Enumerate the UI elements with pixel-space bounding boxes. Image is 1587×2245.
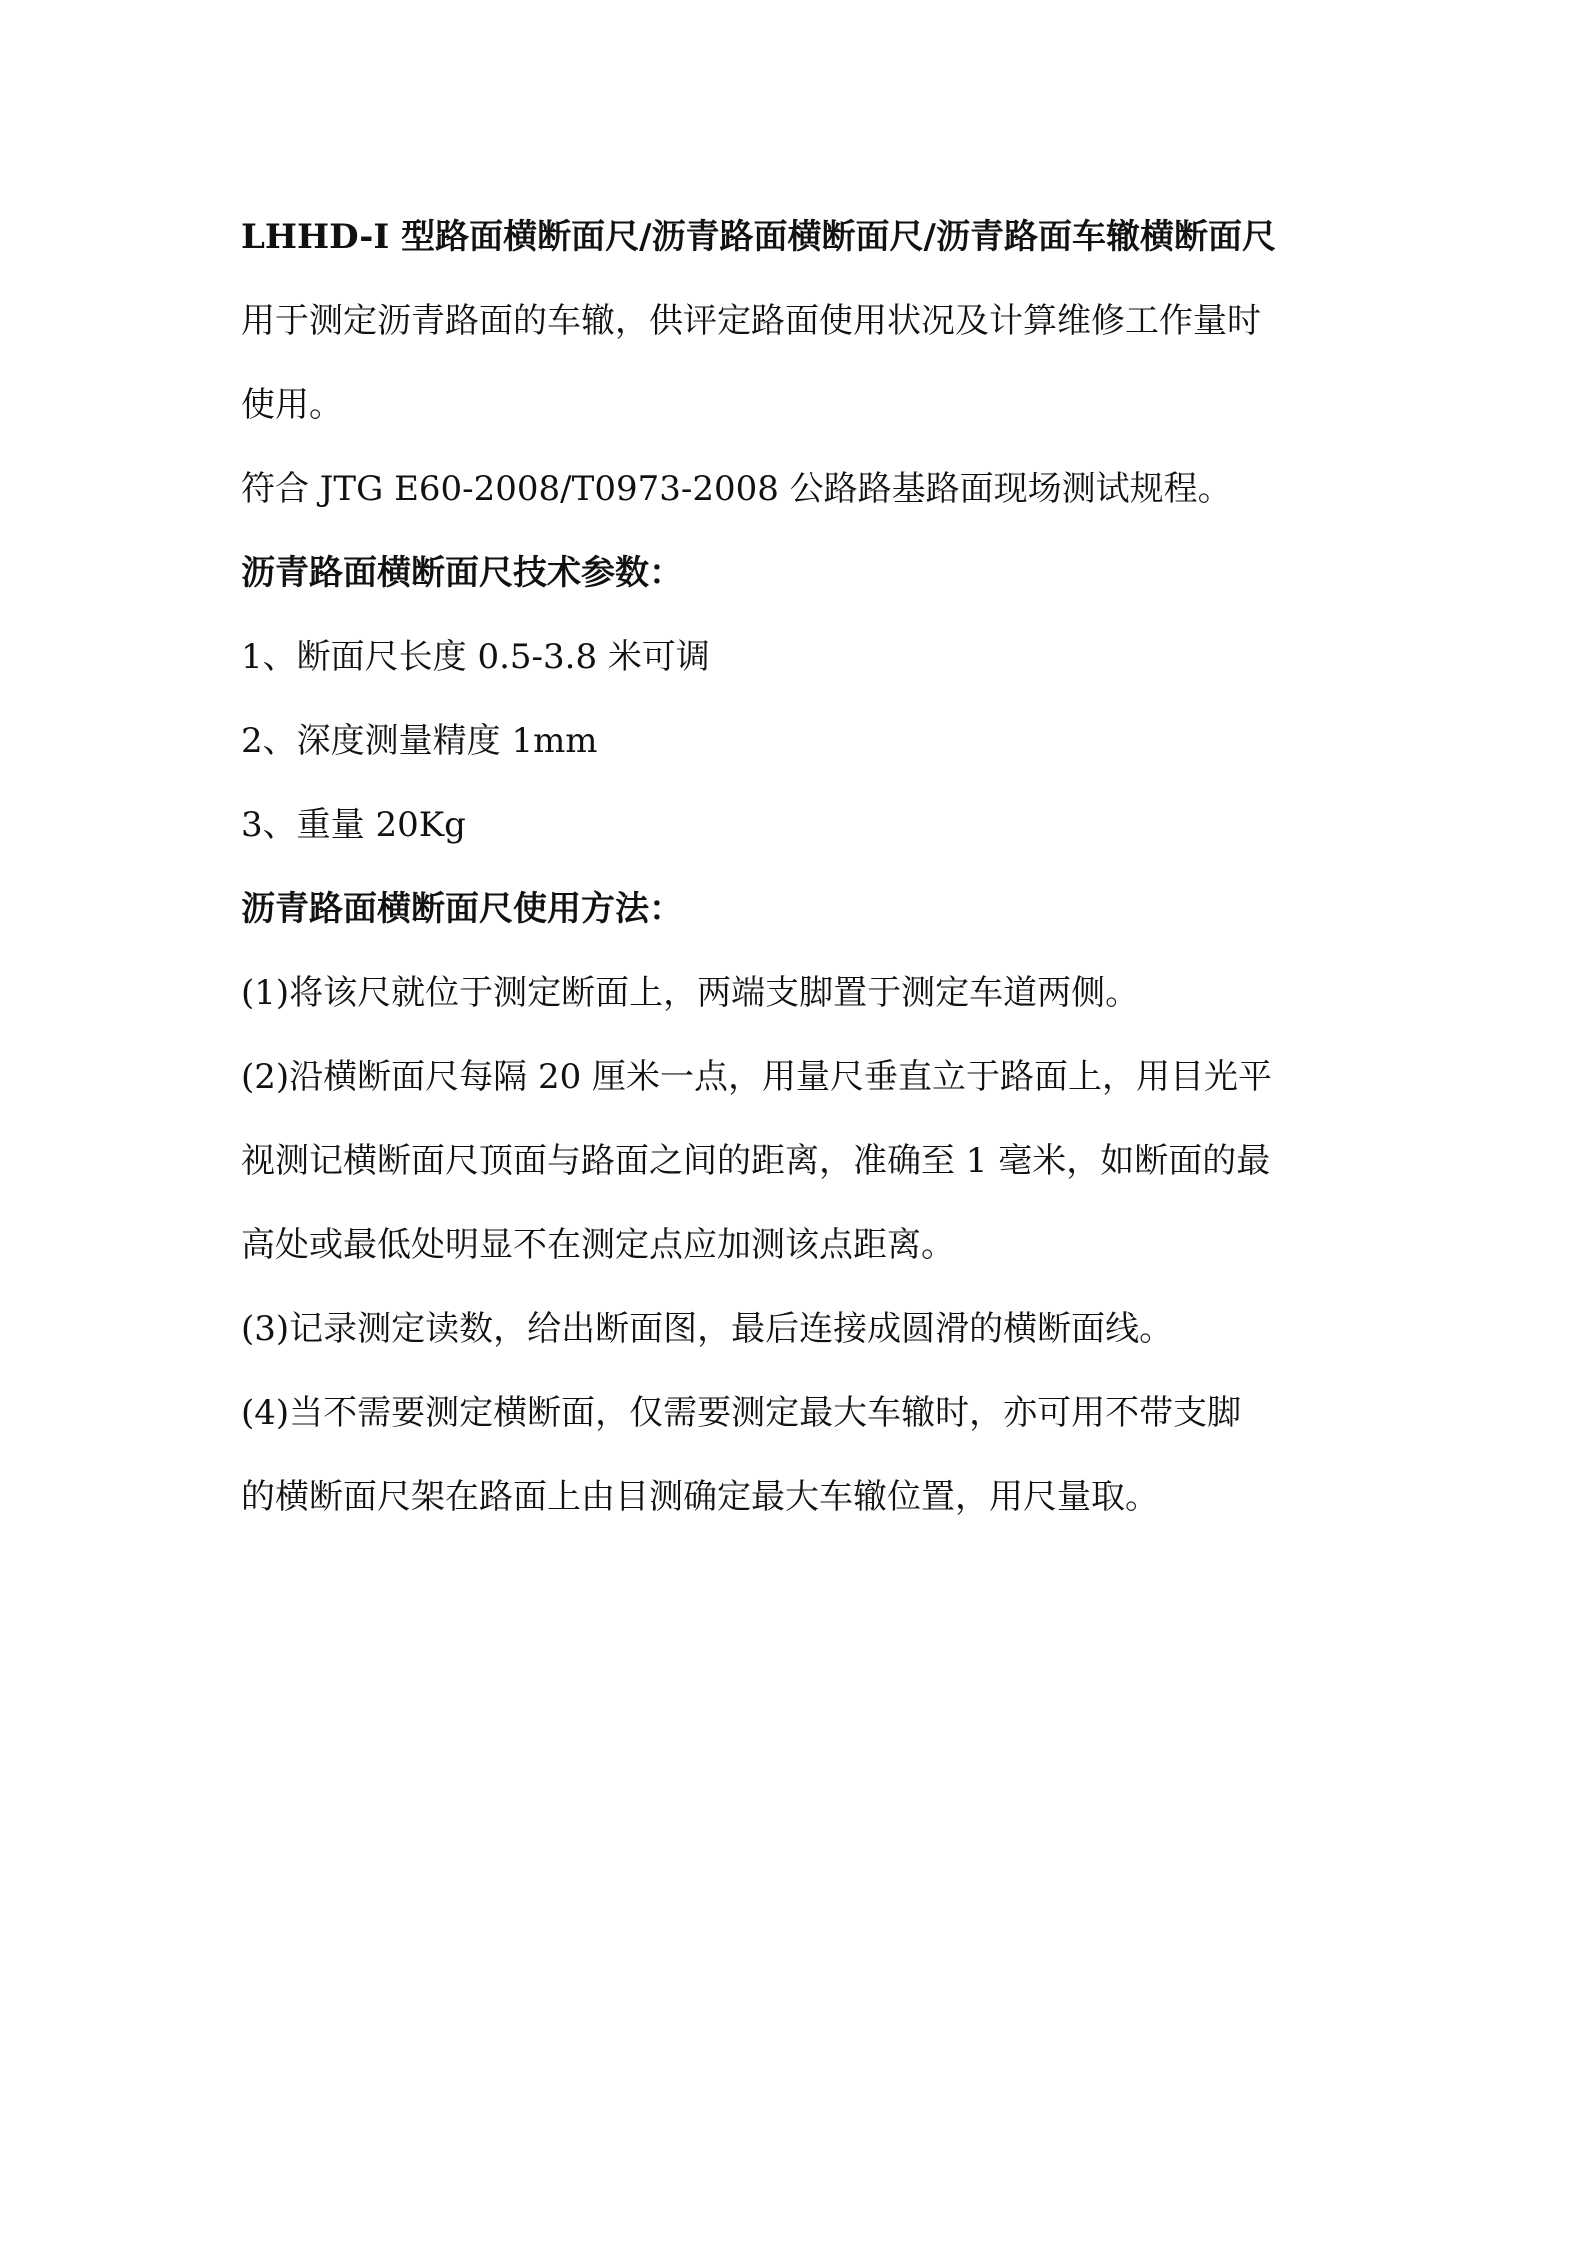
param-precision: 2、深度测量精度 1mm [241,721,598,761]
document-title: LHHD-I 型路面横断面尺/沥青路面横断面尺/沥青路面车辙横断面尺 [241,217,1276,257]
intro-paragraph [241,289,1366,457]
param-weight: 3、重量 20Kg [241,805,466,845]
intro-line-2: 使用。 [241,385,343,425]
standard-paragraph: 符合 JTG E60-2008/T0973-2008 公路路基路面现场测试规程。 [241,469,1232,509]
method-heading: 沥青路面横断面尺使用方法： [241,889,683,929]
step-2-line-1: (2)沿横断面尺每隔 20 厘米一点，用量尺垂直立于路面上，用目光平 [241,1057,1273,1097]
step-4-line-2: 的横断面尺架在路面上由目测确定最大车辙位置，用尺量取。 [241,1477,1159,1517]
step-2 [241,1045,1366,1297]
step-4 [241,1381,1366,1549]
step-2-line-3: 高处或最低处明显不在测定点应加测该点距离。 [241,1225,955,1265]
step-1: (1)将该尺就位于测定断面上，两端支脚置于测定车道两侧。 [241,973,1140,1013]
param-length: 1、断面尺长度 0.5-3.8 米可调 [241,637,710,677]
document-body [241,205,1366,1549]
step-2-line-2: 视测记横断面尺顶面与路面之间的距离，准确至 1 毫米，如断面的最 [241,1141,1271,1181]
step-4-line-1: (4)当不需要测定横断面，仅需要测定最大车辙时，亦可用不带支脚 [241,1393,1242,1433]
step-3: (3)记录测定读数，给出断面图，最后连接成圆滑的横断面线。 [241,1309,1174,1349]
params-heading: 沥青路面横断面尺技术参数： [241,553,683,593]
intro-line-1: 用于测定沥青路面的车辙，供评定路面使用状况及计算维修工作量时 [241,301,1261,341]
